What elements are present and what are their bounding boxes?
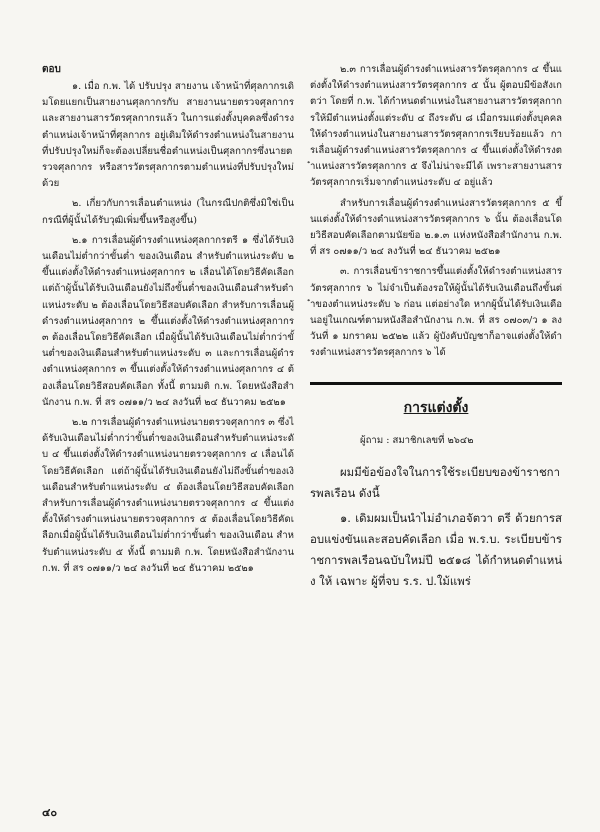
answer-paragraph-3: ๓. การเลื่อนข้าราชการขึ้นแต่งตั้งให้ดำรงตำแหน่งสารวัตรศุลกากร ๖ ไม่จำเป็นต้องรอให้ผู้นั้นได้รับเงินเดือนถึงขั้นต่ำของตำแหน่งระดับ ๖ ก่อน แต่อย่างใด หากผู้นั้นได้รับเงินเดือนอยู่ในเกณฑ์ตามหนังสือสำนักงาน ก.พ. ที่ สร ๐๗๐๓/ว ๑ ลงวันที่ ๑ มกราคม ๒๕๒๒ แล้ว ผู้บังคับบัญชาก็อาจแต่งตั้งให้ดำรงตำแหน่งสารวัตรศุลกากร ๖ ได้ [310, 266, 562, 359]
section-divider [310, 382, 562, 385]
answer-paragraph-2-3: ๒.๓ การเลื่อนผู้ดำรงตำแหน่งสารวัตรศุลกากร ๔ ขึ้นแต่งตั้งให้ดำรงตำแหน่งสารวัตรศุลกากร ๕ นั้น ผู้ตอบมีข้อสังเกตว่า โดยที่ ก.พ. ได้กำหนดตำแหน่งในสายงานสารวัตรศุลกากรให้มีตำแหน่งตั้งแต่ระดับ ๔ ถึงระดับ ๘ เมื่อกรมแต่งตั้งบุคคลให้ดำรงตำแหน่งในสายงานสารวัตรศุลกากรเรียบร้อยแล้ว การเลื่อนผู้ดำรงตำแหน่งสารวัตรศุลกากร ๔ ขึ้นแต่งตั้งให้ดำรงตำแหน่งสารวัตรศุลกากร ๕ จึงไม่น่าจะมีได้ เพราะสายงานสารวัตรศุลกากรเริ่มจากตำแหน่งระดับ ๔ อยู่แล้ว [310, 64, 562, 189]
right-column [310, 62, 562, 596]
answer-label: ตอบ [42, 64, 61, 75]
answer-paragraph-2-1: ๒.๑ การเลื่อนผู้ดำรงตำแหน่งศุลกากรตรี ๑ ซึ่งได้รับเงินเดือนไม่ต่ำกว่าขั้นต่ำ ของเงินเดือน สำหรับตำแหน่งระดับ ๒ ขึ้นแต่งตั้งให้ดำรงตำแหน่งศุลกากร ๒ เลื่อนได้โดยวิธีคัดเลือก แต่ถ้าผู้นั้นได้รับเงินเดือนยังไม่ถึงขั้นต่ำของเงินเดือนสำหรับตำแหน่งระดับ ๒ ต้องเลื่อนโดยวิธีสอบคัดเลือก สำหรับการเลื่อนผู้ดำรงตำแหน่งศุลกากร ๒ ขึ้นแต่งตั้งให้ดำรงตำแหน่งศุลกากร ๓ ต้องเลื่อนโดยวิธีคัดเลือก เมื่อผู้นั้นได้รับเงินเดือนไม่ต่ำกว่าขั้นต่ำของเงินเดือนสำหรับตำแหน่งระดับ ๓ และการเลื่อนผู้ดำรงตำแหน่งศุลกากร ๓ ขึ้นแต่งตั้งให้ดำรงตำแหน่งศุลกากร ๔ ต้องเลื่อนโดยวิธีสอบคัดเลือก ทั้งนี้ ตามมติ ก.พ. โดยหนังสือสำนักงาน ก.พ. ที่ สร ๐๗๑๑/ว ๒๔ ลงวันที่ ๒๔ ธันวาคม ๒๕๒๑ [42, 234, 294, 408]
answer-paragraph-2-2: ๒.๒ การเลื่อนผู้ดำรงตำแหน่งนายตรวจศุลกากร ๓ ซึ่งได้รับเงินเดือนไม่ต่ำกว่าขั้นต่ำของเงินเดือนสำหรับตำแหน่งระดับ ๔ ขึ้นแต่งตั้งให้ดำรงตำแหน่งนายตรวจศุลกากร ๔ เลื่อนได้โดยวิธีคัดเลือก แต่ถ้าผู้นั้นได้รับเงินเดือนยังไม่ถึงขั้นต่ำของเงินเดือนสำหรับตำแหน่งระดับ ๔ ต้องเลื่อนโดยวิธีสอบคัดเลือก สำหรับการเลื่อนผู้ดำรงตำแหน่งนายตรวจศุลกากร ๔ ขึ้นแต่งตั้งให้ดำรงตำแหน่งนายตรวจศุลกากร ๕ ต้องเลื่อนโดยวิธีคัดเลือกเมื่อผู้นั้นได้รับเงินเดือนไม่ต่ำกว่าขั้นต่ำ ของเงินเดือน สำหรับตำแหน่งระดับ ๕ ทั้งนี้ ตามมติ ก.พ. โดยหนังสือสำนักงาน ก.พ. ที่ สร ๐๗๑๑/ว ๒๔ ลงวันที่ ๒๔ ธันวาคม ๒๕๒๑ [42, 417, 294, 574]
section-title: การแต่งตั้ง [403, 399, 469, 416]
answer-paragraph-inspector-6: สำหรับการเลื่อนผู้ดำรงตำแหน่งสารวัตรศุลกากร ๕ ขึ้นแต่งตั้งให้ดำรงตำแหน่งสารวัตรศุลกากร ๖ นั้น ต้องเลื่อนโดยวิธีสอบคัดเลือกตามนัยข้อ ๒.๑.๓ แห่งหนังสือสำนักงาน ก.พ. ที่ สร ๐๗๑๑/ว ๒๔ ลงวันที่ ๒๔ ธันวาคม ๒๕๒๑ [310, 197, 562, 258]
answer-paragraph-2: ๒. เกี่ยวกับการเลื่อนตำแหน่ง (ในกรณีปกติซึ่งมิใช่เป็นกรณีที่ผู้นั้นได้รับวุฒิเพิ่มขึ้นหรือสูงขึ้น) [42, 198, 294, 226]
left-column [42, 62, 294, 581]
question-paragraph-1: ผมมีข้อข้องใจในการใช้ระเบียบของข้าราชการพลเรือน ดังนี้ [310, 464, 560, 500]
question-byline: ผู้ถาม : สมาชิกเลขที่ ๒๖๔๒ [360, 434, 474, 446]
page-number: ๔๐ [42, 806, 58, 819]
question-paragraph-2: ๑. เดิมผมเป็นนำไม่อำเภอจัตวา ตรี ด้วยการสอบแข่งขันและสอบคัดเลือก เมื่อ พ.ร.บ. ระเบียบข้าราชการพลเรือนฉบับใหม่ปี ๒๕๑๘ ได้กำหนดตำแหน่ง ให้ เฉพาะ ผู้ที่จบ ร.ร. ป.ใม้แพร่ [310, 510, 562, 588]
answer-paragraph-1: ๑. เมื่อ ก.พ. ได้ ปรับปรุง สายงาน เจ้าหน้าที่ศุลกากรเดิมโดยแยกเป็นสายงานศุลกากรกับ สายงานนายตรวจศุลกากร และสายงานสารวัตรศุลกากรแล้ว ในการแต่งตั้งบุคคลซึ่งดำรงตำแหน่งเจ้าหน้าที่ศุลกากร อยู่เดิมให้ดำรงตำแหน่งในสายงานที่ปรับปรุงใหม่ก็จะต้องเปลี่ยนชื่อตำแหน่งเป็นศุลกากรซึ่งนายตรวจศุลกากร หรือสารวัตรศุลกากรตามตำแหน่งที่ปรับปรุงใหม่ด้วย [42, 81, 294, 190]
